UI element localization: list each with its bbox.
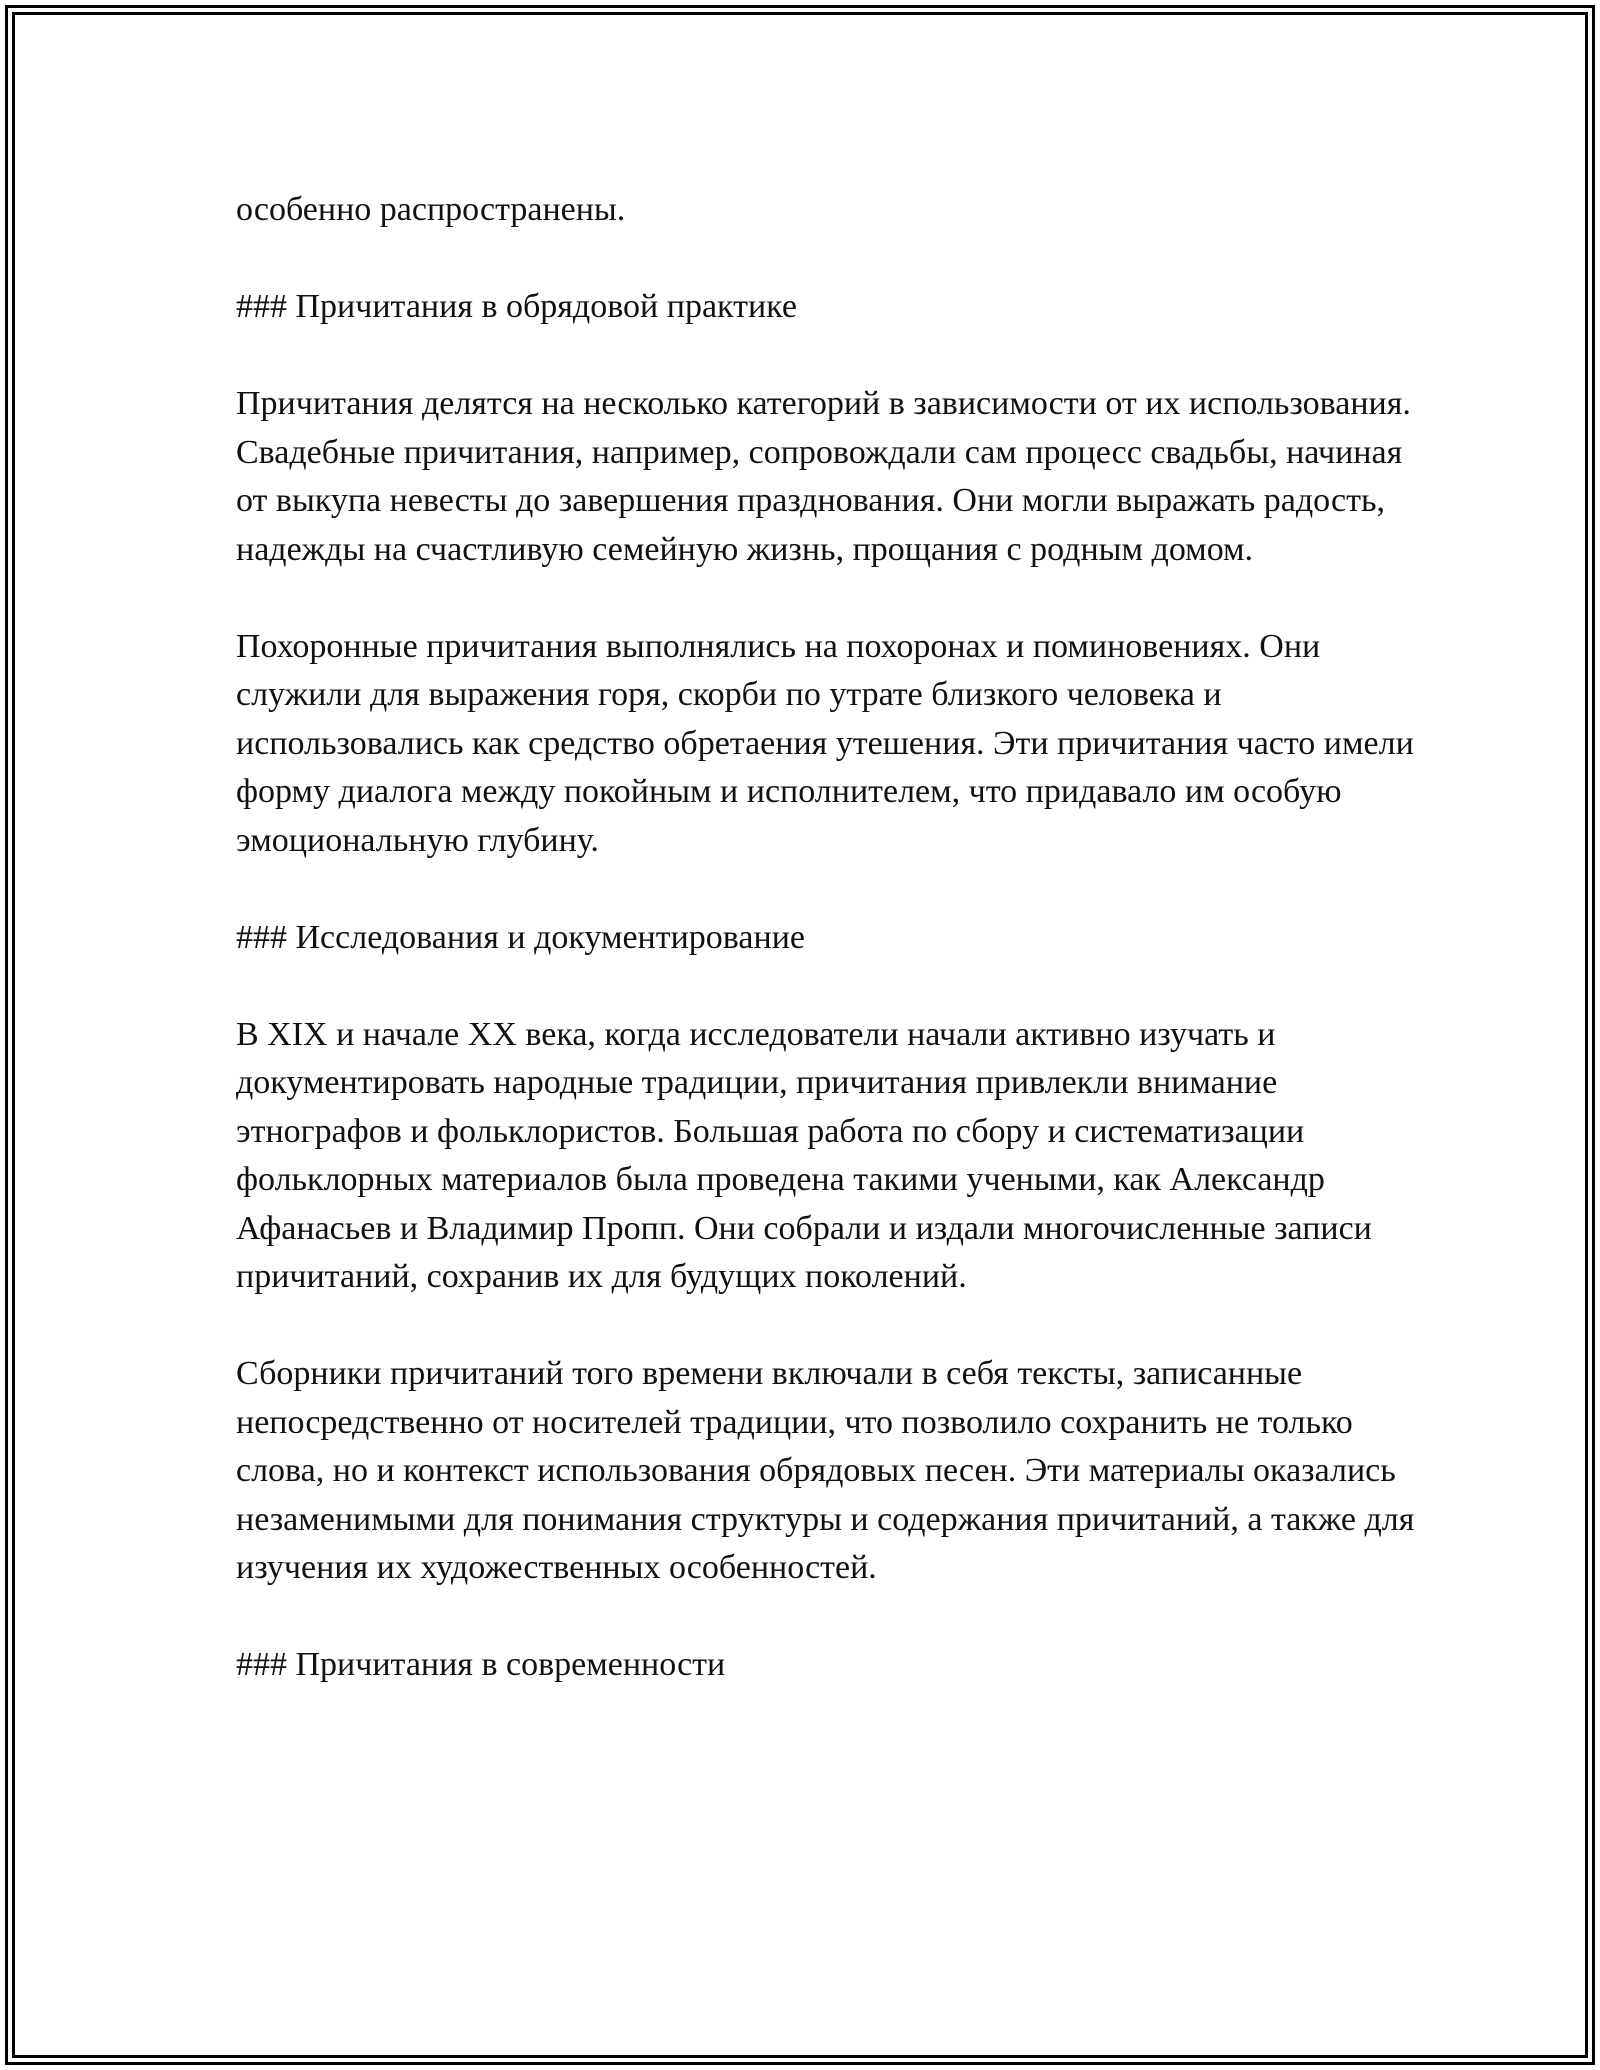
paragraph-funeral-laments: Похоронные причитания выполнялись на похоронах и поминовениях. Они служили для выражения горя, скорби по утрате близкого человека и использовались как средство обретаения утешения. Эти причитания часто имели форму диалога между покойным и исполнителем, что придавало им особую эмоциональную глубину. (236, 627, 1414, 859)
section-heading-ritual-practice: ### Причитания в обрядовой практике (236, 288, 797, 325)
paragraph-research-history: В XIX и начале XX века, когда исследователи начали активно изучать и документировать народные традиции, причитания привлекли внимание этнографов и фольклористов. Большая работа по сбору и систематизации фольклорных материалов была проведена такими учеными, как Александр Афанасьев и Владимир Пропп. Они собрали и издали многочисленные записи причитаний, сохранив их для будущих поколений. (236, 1015, 1372, 1295)
paragraph-wedding-laments: Причитания делятся на несколько категорий в зависимости от их использования. Свадебные причитания, например, сопровождали сам процесс свадьбы, начиная от выкупа невесты до завершения празднования. Они могли выражать радость, надежды на счастливую семейную жизнь, прощания с родным домом. (236, 385, 1411, 568)
section-heading-modern: ### Причитания в современности (236, 1646, 726, 1683)
document-page (236, 186, 1416, 1690)
paragraph-continuation: особенно распространены. (236, 191, 626, 228)
section-heading-research: ### Исследования и документирование (236, 918, 805, 956)
paragraph-collections: Сборники причитаний того времени включали в себя тексты, записанные непосредственно от носителей традиции, что позволило сохранить не только слова, но и контекст использования обрядовых песен. Эти материалы оказались незаменимыми для понимания структуры и содержания причитаний, а также для изучения их художественных особенностей. (236, 1355, 1415, 1586)
